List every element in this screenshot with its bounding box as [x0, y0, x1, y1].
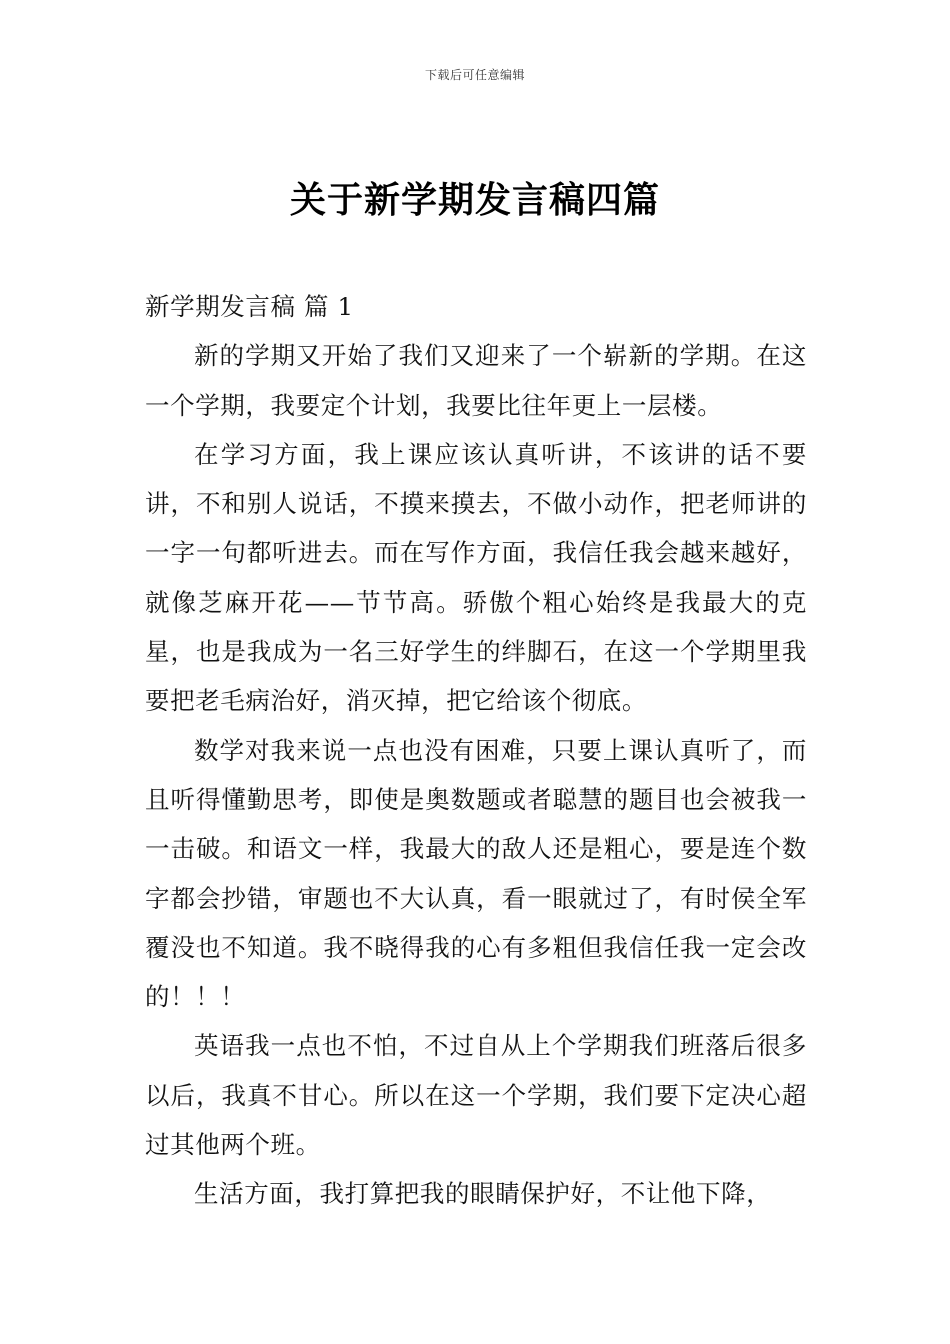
header-watermark: 下载后可任意编辑 — [424, 68, 525, 82]
document-body — [145, 282, 807, 1219]
document-title: 关于新学期发言稿四篇 — [289, 180, 660, 221]
section-heading: 新学期发言稿 篇 1 — [145, 292, 354, 321]
paragraph-life: 生活方面，我打算把我的眼睛保护好，不让他下降， — [194, 1179, 772, 1209]
paragraph-math: 数学对我来说一点也没有困难，只要上课认真听了，而且听得懂勤思考，即使是奥数题或者聪慧的题目也会被我一一击破。和语文一样，我最大的敌人还是粗心，要是连个数字都会抄错，审题也不大认真，看一眼就过了，有时侯全军覆没也不知道。我不晓得我的心有多粗但我信任我一定会改的！！！ — [145, 735, 807, 1012]
paragraph-study: 在学习方面，我上课应该认真听讲，不该讲的话不要讲，不和别人说话，不摸来摸去，不做小动作，把老师讲的一字一句都听进去。而在写作方面，我信任我会越来越好，就像芝麻开花——节节高。骄傲个粗心始终是我最大的克星，也是我成为一名三好学生的绊脚石，在这一个学期里我要把老毛病治好，消灭掉，把它给该个彻底。 — [145, 439, 807, 716]
paragraph-intro: 新的学期又开始了我们又迎来了一个崭新的学期。在这一个学期，我要定个计划，我要比往年更上一层楼。 — [145, 341, 807, 420]
paragraph-english: 英语我一点也不怕，不过自从上个学期我们班落后很多以后，我真不甘心。所以在这一个学期，我们要下定决心超过其他两个班。 — [145, 1031, 807, 1160]
